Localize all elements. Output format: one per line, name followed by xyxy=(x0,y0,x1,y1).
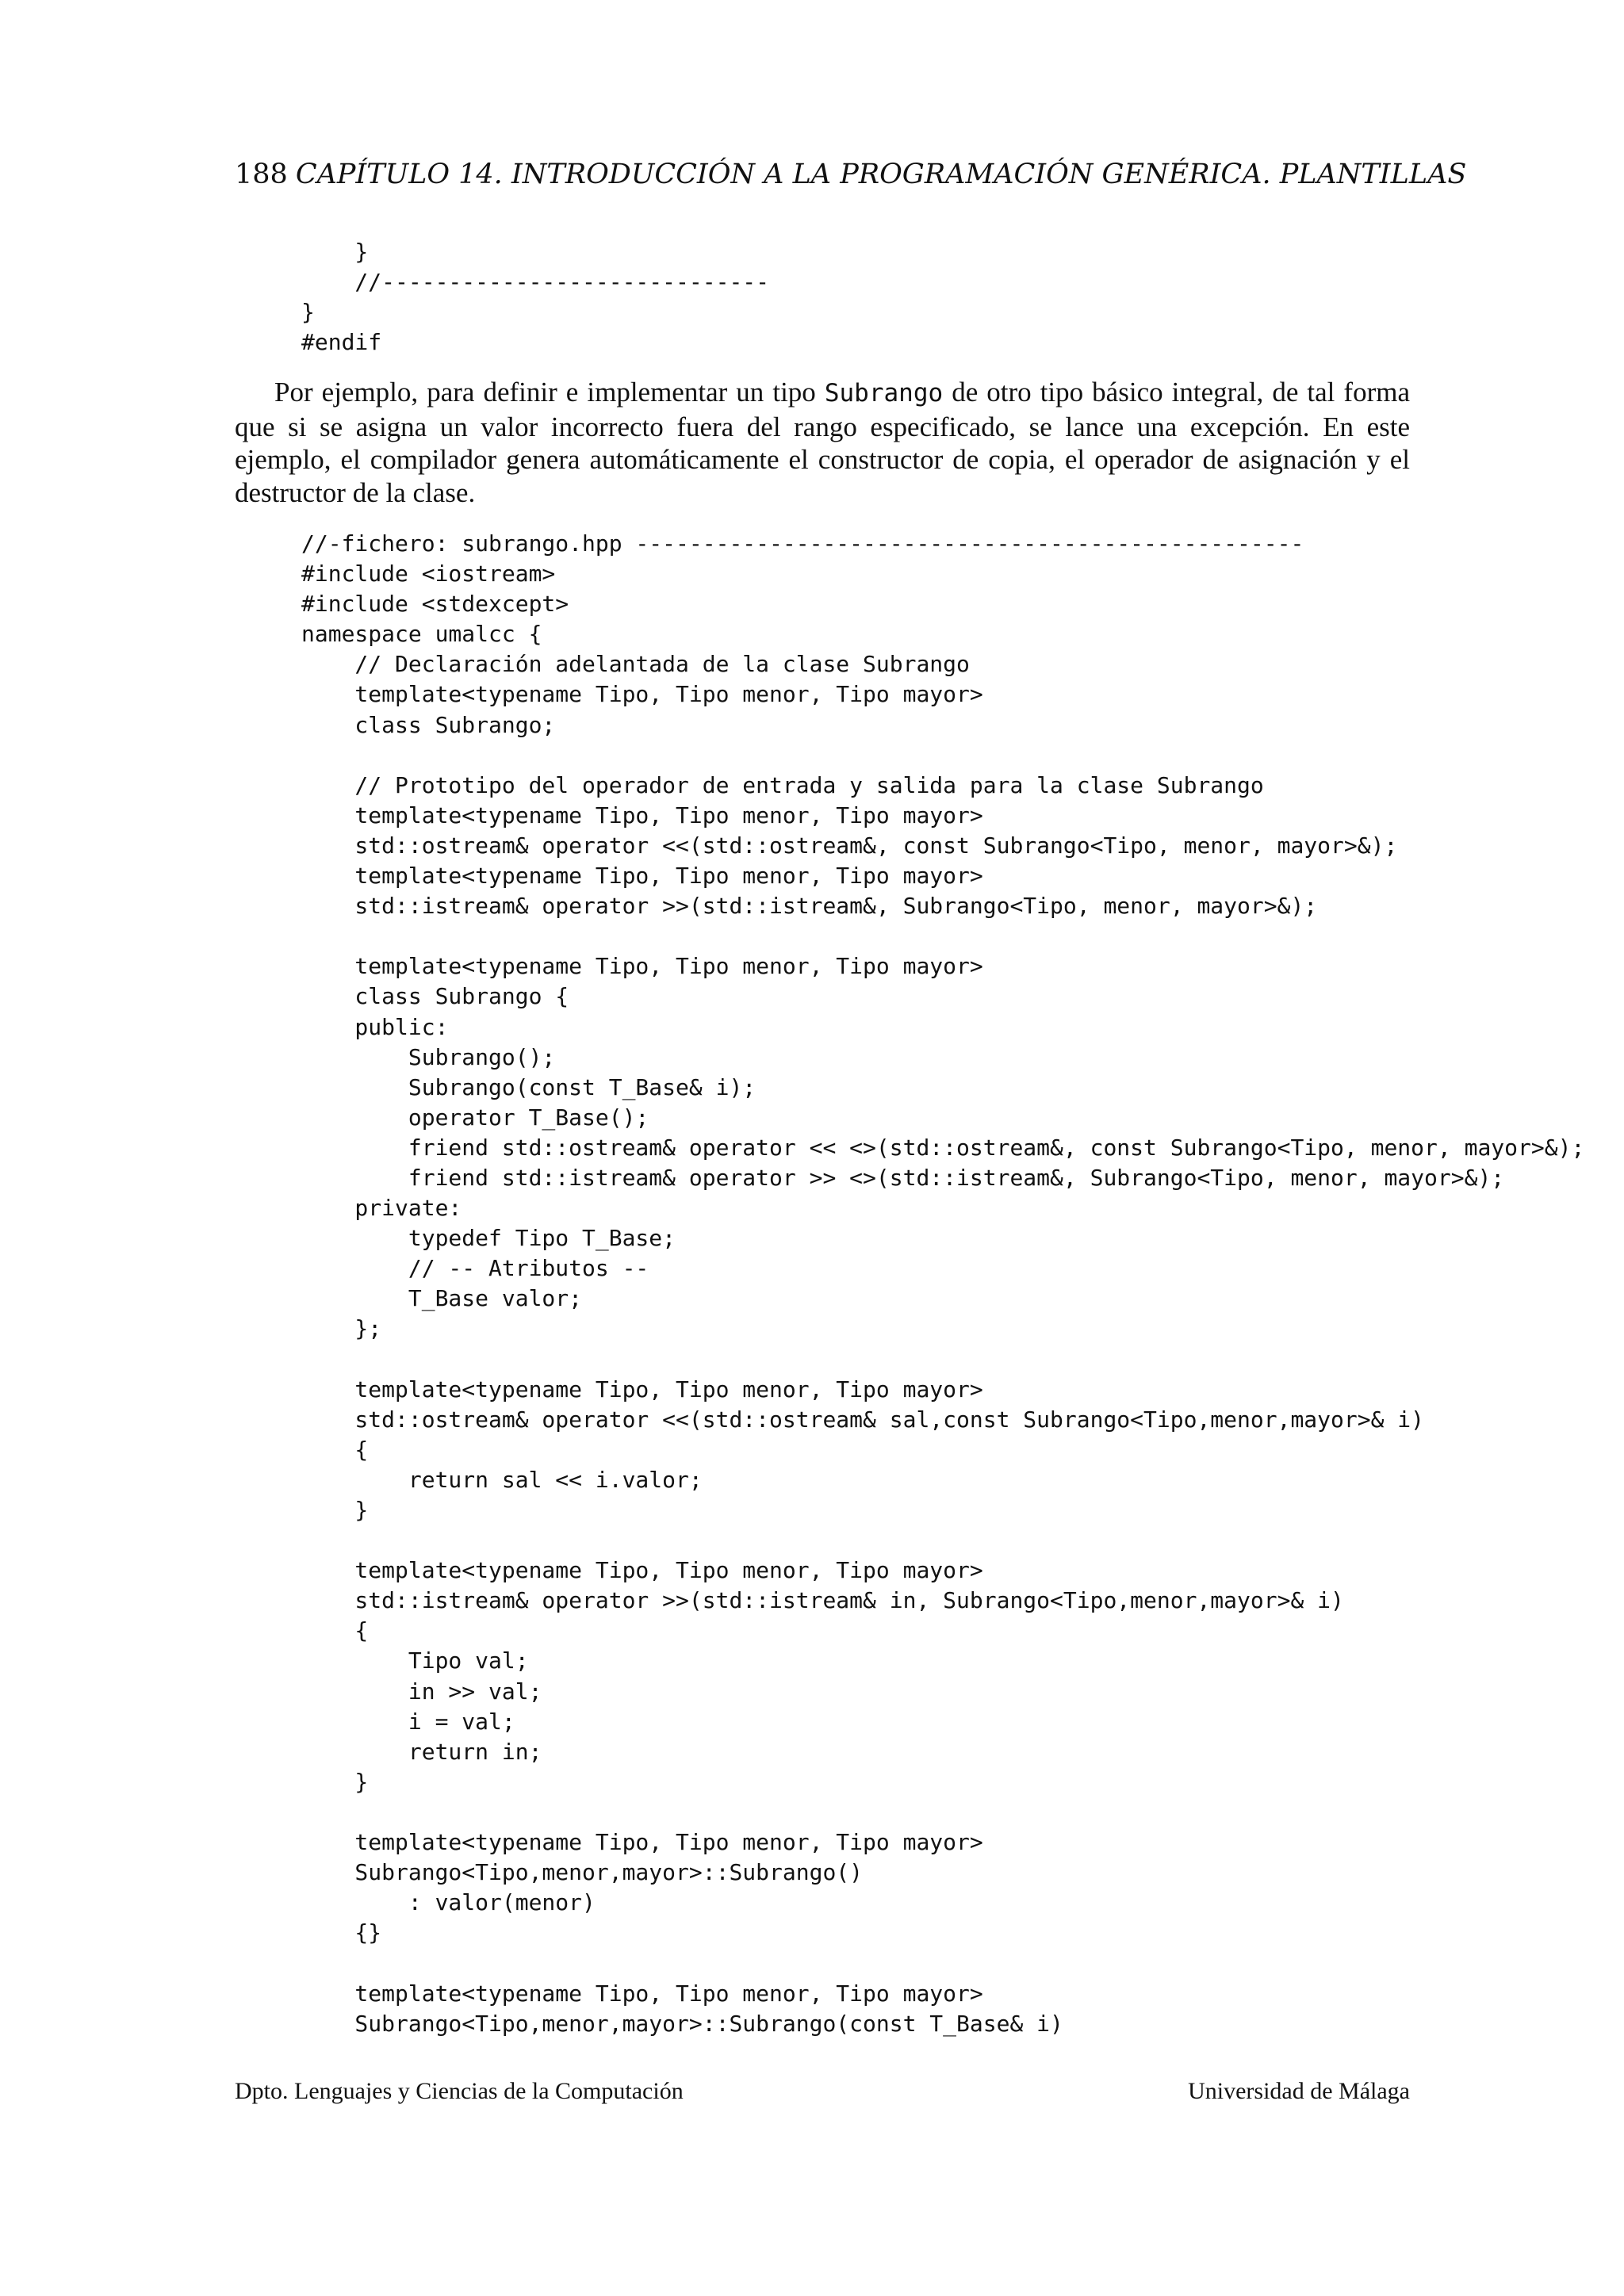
code-line xyxy=(301,1948,1584,1978)
code-line: } xyxy=(301,1768,369,1795)
code-line: friend std::istream& operator >> <>(std::istream&, Subrango<Tipo, menor, mayor>&); xyxy=(301,1164,1505,1191)
code-line: std::ostream& operator <<(std::ostream& sal,const Subrango<Tipo,menor,mayor>& i) xyxy=(301,1406,1425,1433)
code-line xyxy=(301,1525,1584,1556)
code-line: T_Base valor; xyxy=(301,1285,583,1312)
code-line: template<typename Tipo, Tipo menor, Tipo mayor> xyxy=(301,1829,983,1856)
code-line: Subrango<Tipo,menor,mayor>::Subrango() xyxy=(301,1859,864,1886)
code-line: Subrango<Tipo,menor,mayor>::Subrango(const T_Base& i) xyxy=(301,2010,1063,2037)
code-line xyxy=(301,1797,1584,1827)
code-line: template<typename Tipo, Tipo menor, Tipo mayor> xyxy=(301,802,983,828)
code-line: i = val; xyxy=(301,1708,515,1735)
code-line: template<typename Tipo, Tipo menor, Tipo mayor> xyxy=(301,863,983,890)
paragraph-text-after: de otro tipo básico integral, de tal forma que si se asigna un valor incorrecto fuera del rango especificado, se lance una excepción. En este ejemplo, el compilador genera automáticamente el constructor de copia, el operador de asignación y el destructor de la clase. xyxy=(235,377,1411,508)
paragraph-text-before: Por ejemplo, para definir e implementar un tipo xyxy=(274,377,825,408)
code-line: Subrango(const T_Base& i); xyxy=(301,1073,756,1100)
code-block-subrango xyxy=(301,529,1584,2039)
code-line: template<typename Tipo, Tipo menor, Tipo mayor> xyxy=(301,1376,983,1402)
code-line: template<typename Tipo, Tipo menor, Tipo mayor> xyxy=(301,953,983,980)
code-line: // Prototipo del operador de entrada y salida para la clase Subrango xyxy=(301,771,1264,798)
code-line: std::istream& operator >>(std::istream& in, Subrango<Tipo,menor,mayor>& i) xyxy=(301,1587,1344,1614)
code-line: in >> val; xyxy=(301,1678,542,1705)
code-line: typedef Tipo T_Base; xyxy=(301,1225,676,1252)
code-line: Tipo val; xyxy=(301,1647,529,1674)
code-line: { xyxy=(301,1436,369,1463)
code-line: namespace umalcc { xyxy=(301,621,542,648)
code-line: std::istream& operator >>(std::istream&, Subrango<Tipo, menor, mayor>&); xyxy=(301,893,1318,920)
code-line: // -- Atributos -- xyxy=(301,1255,649,1282)
code-line: private: xyxy=(301,1195,462,1222)
code-line: } xyxy=(301,299,315,326)
code-line: { xyxy=(301,1617,369,1644)
code-line: template<typename Tipo, Tipo menor, Tipo mayor> xyxy=(301,1557,983,1584)
code-line: // Declaración adelantada de la clase Subrango xyxy=(301,651,970,678)
body-paragraph xyxy=(235,376,1410,509)
code-line: {} xyxy=(301,1919,382,1946)
page-header xyxy=(235,155,1467,193)
code-line: }; xyxy=(301,1315,382,1342)
footer-department: Dpto. Lenguajes y Ciencias de la Computación xyxy=(235,2078,684,2104)
code-line: operator T_Base(); xyxy=(301,1104,649,1131)
code-line: #include <stdexcept> xyxy=(301,591,569,618)
inline-code-subrango: Subrango xyxy=(824,379,944,408)
code-line xyxy=(301,740,1584,771)
code-line: #include <iostream> xyxy=(301,561,556,587)
code-line: Subrango(); xyxy=(301,1043,556,1070)
chapter-title: CAPÍTULO 14. INTRODUCCIÓN A LA PROGRAMACIÓN GENÉRICA. PLANTILLAS xyxy=(295,159,1467,190)
code-block-continuation xyxy=(301,237,769,358)
page-number: 188 xyxy=(235,159,288,190)
code-line: #endif xyxy=(301,329,382,356)
code-line: class Subrango; xyxy=(301,711,556,738)
code-line: class Subrango { xyxy=(301,983,569,1010)
code-line: return in; xyxy=(301,1738,542,1765)
code-line: template<typename Tipo, Tipo menor, Tipo mayor> xyxy=(301,681,983,708)
code-line: //-fichero: subrango.hpp -------------------------------------------------- xyxy=(301,530,1304,557)
code-line: } xyxy=(301,239,369,265)
footer-university: Universidad de Málaga xyxy=(1188,2078,1410,2104)
code-line: std::ostream& operator <<(std::ostream&, const Subrango<Tipo, menor, mayor>&); xyxy=(301,832,1398,859)
code-line: //----------------------------- xyxy=(301,269,770,296)
code-line: : valor(menor) xyxy=(301,1889,596,1916)
page-footer xyxy=(235,2076,1410,2107)
code-line: template<typename Tipo, Tipo menor, Tipo mayor> xyxy=(301,1980,983,2007)
code-line xyxy=(301,921,1584,951)
code-line xyxy=(301,1345,1584,1375)
code-line: friend std::ostream& operator << <>(std::ostream&, const Subrango<Tipo, menor, mayor>&); xyxy=(301,1134,1585,1161)
code-line: } xyxy=(301,1497,369,1523)
code-line: return sal << i.valor; xyxy=(301,1466,703,1493)
code-line: public: xyxy=(301,1013,449,1040)
